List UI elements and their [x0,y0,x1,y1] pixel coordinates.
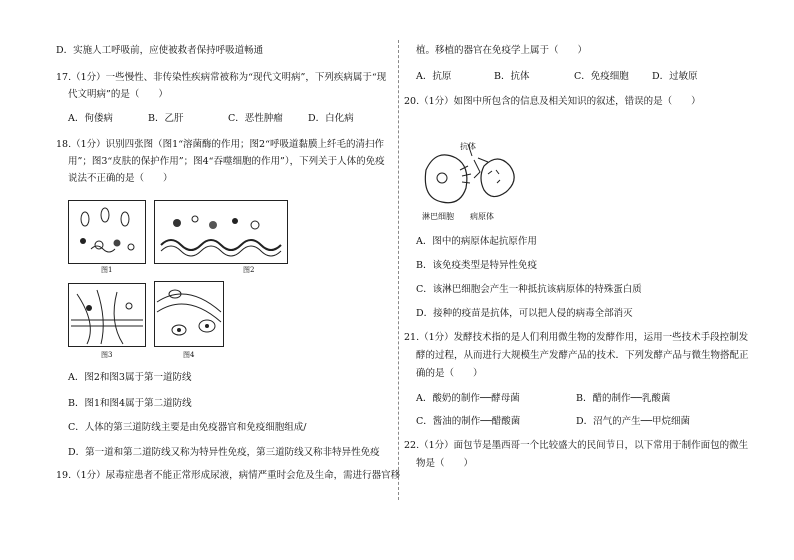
q20-label-pathogen: 病原体 [470,212,494,221]
q21-option-b: B．醋的制作──乳酸菌 [576,393,671,404]
q22-stem-line1: 22.（1分）面包节是墨西哥一个比较盛大的民间节日，以下常用于制作面包的微生 [404,440,749,451]
figure-3-caption: 图3 [101,351,113,359]
q18-stem-line1: 18.（1分）识别四张图（图1“溶菌酶的作用；图2“呼吸道黏膜上纤毛的清扫作 [56,139,384,150]
figure-3-drawing [69,284,145,346]
q20-option-a: A．图中的病原体起抗原作用 [416,236,537,247]
q17-option-c: C．恶性肿瘤 [228,113,283,124]
q21-option-a: A．酸奶的制作──酵母菌 [416,393,520,404]
column-divider [398,40,399,500]
q18-option-a: A．图2和图3属于第一道防线 [68,372,192,383]
q20-option-b: B．该免疫类型是特异性免疫 [416,260,537,271]
figure-2-drawing [155,201,287,263]
q18-option-b: B．图1和图4属于第二道防线 [68,398,192,409]
q17-stem-line2: 代文明病”的是（ ） [68,89,168,100]
q19-stem-line1: 19.（1分）尿毒症患者不能正常形成尿液，病情严重时会危及生命，需进行器官移 [56,470,401,481]
q20-option-d: D．接种的疫苗是抗体，可以把人侵的病毒全部消灭 [416,308,633,319]
figure-2-cilia [154,200,288,274]
q21-options-row1 [404,392,744,406]
q21-option-c: C．酱油的制作──醋酸菌 [416,416,521,427]
q22-stem-line2: 物是（ ） [416,458,474,469]
q17-stem-line1: 17.（1分）一些慢性、非传染性疾病常被称为“现代文明病”，下列疾病属于“现 [56,72,387,83]
left-column [56,0,401,560]
q20-label-antibody: 抗体 [460,142,476,151]
q18-option-d: D．第一道和第二道防线又称为特异性免疫，第三道防线又称非特异性免疫 [68,447,380,458]
q19-option-b: B．抗体 [494,71,530,82]
figure-1-drawing [69,201,145,263]
q19-options [404,70,744,84]
figure-1-lysozyme [68,200,146,274]
q18-stem-line3: 说法不正确的是（ ） [68,173,173,184]
right-column [404,0,749,560]
q21-option-d: D．沼气的产生──甲烷细菌 [576,416,691,427]
q17-option-a: A．佝偻病 [68,113,113,124]
q19-option-c: C．免疫细胞 [574,71,629,82]
q21-stem-line1: 21.（1分）发酵技术指的是人们利用微生物的发酵作用，运用一些技术手段控制发 [404,332,749,343]
figure-4-phagocyte [154,281,224,359]
q21-stem-line3: 确的是（ ） [416,368,483,379]
figure-3-skin [68,283,146,359]
q18-option-c: C．人体的第三道防线主要是由免疫器官和免疫细胞组成/ [68,422,307,433]
figure-4-caption: 图4 [183,351,195,359]
q17-option-b: B．乙肝 [148,113,184,124]
q19-option-d: D．过敏原 [652,71,698,82]
q17-option-d: D．白化病 [308,113,354,124]
figure-2-caption: 图2 [243,266,255,274]
q20-label-lymphocyte: 淋巴细胞 [422,212,454,221]
q19-option-a: A．抗原 [416,71,452,82]
q20-option-c: C．该淋巴细胞会产生一种抵抗该病原体的特殊蛋白质 [416,284,642,295]
figure-1-caption: 图1 [101,266,113,274]
q20-stem: 20.（1分）如图中所包含的信息及相关知识的叙述，错误的是（ ） [404,96,701,107]
q19-stem-line2: 植。移植的器官在免疫学上属于（ ） [416,45,588,56]
q17-options [56,112,396,126]
q21-stem-line2: 酵的过程，从而进行大规模生产发酵产品的技术．下列发酵产品与微生物搭配正 [416,350,749,361]
figure-4-drawing [155,282,223,346]
q16-option-d: D．实施人工呼吸前，应使被救者保持呼吸道畅通 [56,45,264,56]
q18-stem-line2: 用”；图3“皮肤的保护作用”；图4“吞噬细胞的作用”），下列关于人体的免疫 [68,156,385,167]
q21-options-row2 [404,415,744,429]
